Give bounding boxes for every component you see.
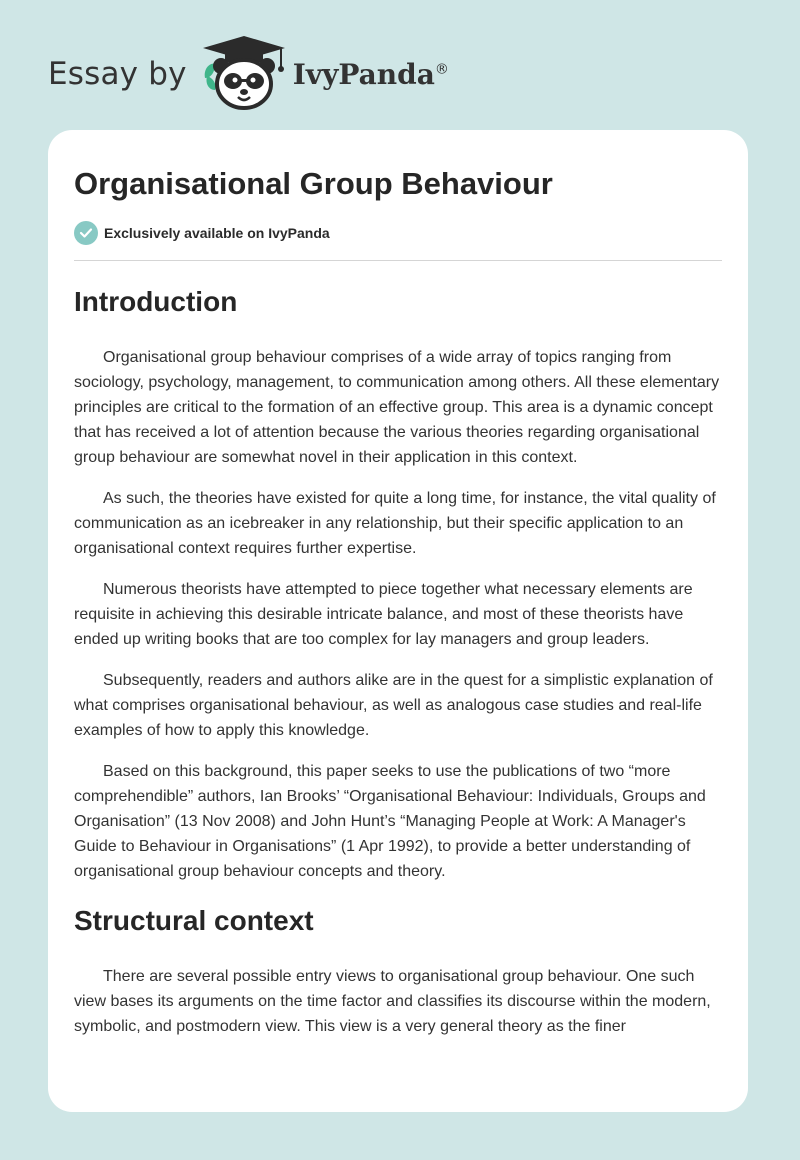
page-title: Organisational Group Behaviour <box>74 166 553 201</box>
brand-name[interactable]: IvyPanda® <box>292 57 449 91</box>
paragraph: There are several possible entry views to organisational group behaviour. One such view bases its arguments on the time factor and classifies its discourse within the modern, symbolic, and postmodern view. This view is a very general theory as the finer <box>74 968 711 1035</box>
section-heading-structural-context: Structural context <box>74 905 314 936</box>
paragraph: Based on this background, this paper seeks to use the publications of two “more comprehendible” authors, Ian Brooks’ “Organisational Behaviour: Individuals, Groups and Organisation” (13 Nov 2008) and John Hunt’s “Managing People at Work: A Manager's Guide to Behaviour in Organisations” (1 Apr 1992), to provide a better understanding of organisational group behaviour concepts and theory. <box>74 763 706 880</box>
check-icon <box>74 221 98 245</box>
paragraph: Organisational group behaviour comprises of a wide array of topics ranging from sociology, psychology, management, to communication among others. All these elementary principles are critical to the formation of an effective group. This area is a dynamic concept that has received a lot of attention because the various theories regarding organisational group behaviour are somewhat novel in their application in this context. <box>74 349 720 466</box>
section-heading-introduction: Introduction <box>74 286 238 317</box>
section-introduction <box>74 345 722 884</box>
essay-card <box>48 130 748 1112</box>
paragraph: Numerous theorists have attempted to piece together what necessary elements are requisite in achieving this desirable intricate balance, and most of these theorists have ended up writing books that are too complex for lay managers and group leaders. <box>74 581 693 648</box>
panda-graduate-icon[interactable] <box>201 34 287 114</box>
badge-label: Exclusively available on IvyPanda <box>104 225 330 241</box>
paragraph: As such, the theories have existed for quite a long time, for instance, the vital quality of communication as an icebreaker in any relationship, but their specific application to an organisational context requires further expertise. <box>74 490 716 557</box>
essay-by-label: Essay by <box>48 56 187 92</box>
divider <box>74 260 722 261</box>
site-header <box>48 34 449 114</box>
section-structural-context <box>74 964 722 1039</box>
exclusive-badge <box>74 220 722 246</box>
paragraph: Subsequently, readers and authors alike are in the quest for a simplistic explanation of what comprises organisational behaviour, as well as analogous case studies and real-life examples of how to apply this knowledge. <box>74 672 713 739</box>
